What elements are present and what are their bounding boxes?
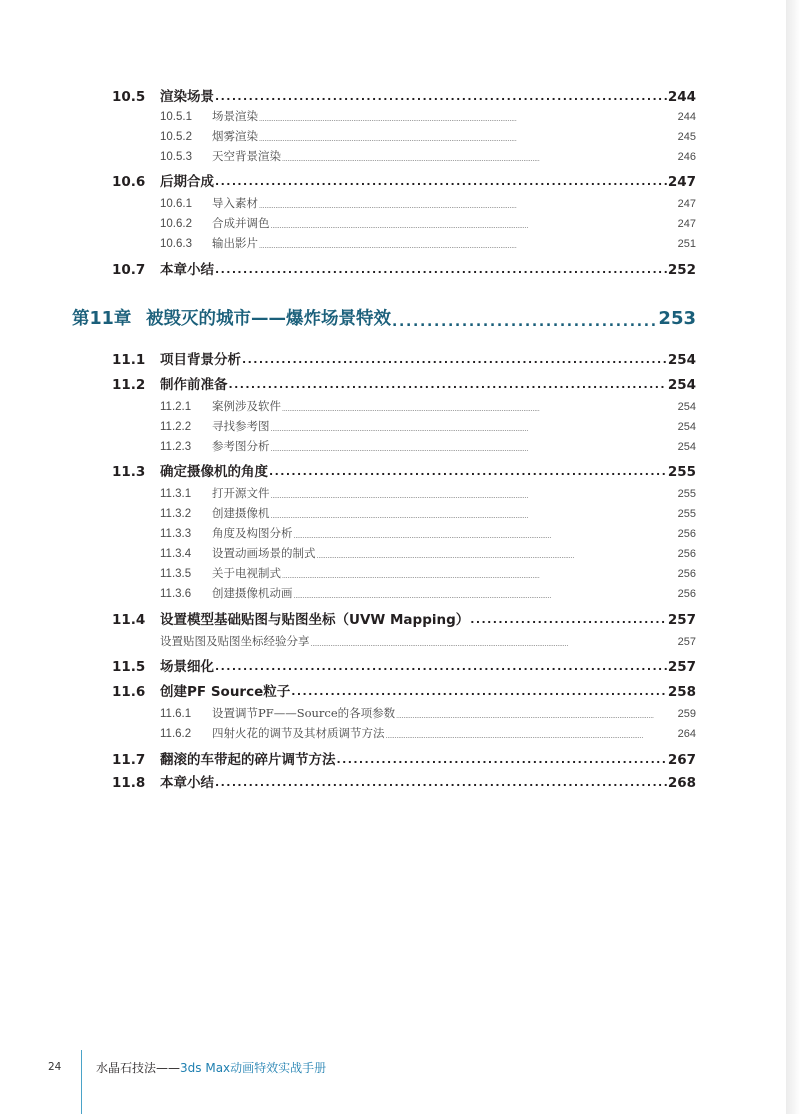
toc-entry-page: 259	[677, 708, 696, 720]
toc-section-entry[interactable]	[112, 748, 696, 768]
toc-entry-number: 11.6.2	[160, 728, 192, 740]
toc-entry-page: 253	[658, 308, 696, 329]
toc-entry-number: 10.5.2	[160, 131, 192, 143]
toc-entry-title: 渲染场景	[160, 89, 214, 105]
toc-entry-number: 11.2	[112, 377, 146, 393]
toc-entry-page: 255	[677, 488, 696, 500]
toc-entry-title: 角度及构图分析	[212, 526, 293, 540]
toc-subsection-entry[interactable]	[160, 215, 696, 233]
toc-entry-page: 257	[667, 612, 696, 628]
toc-entry-number: 11.3.1	[160, 488, 192, 500]
toc-subsection-entry[interactable]	[160, 195, 696, 213]
toc-entry-page: 254	[667, 352, 696, 368]
toc-entry-title: 本章小结	[160, 262, 214, 278]
toc-entry-title: 翻滚的车带起的碎片调节方法	[160, 752, 336, 768]
toc-entry-page: 244	[677, 111, 696, 123]
dot-leader	[282, 148, 677, 166]
dot-leader	[396, 705, 676, 723]
toc-entry-number: 11.2.1	[160, 401, 192, 413]
dot-leader	[215, 170, 667, 190]
toc-entry-page: 256	[677, 528, 696, 540]
toc-entry-title: 被毁灭的城市——爆炸场景特效	[146, 309, 391, 329]
toc-subsection-entry[interactable]	[160, 585, 696, 603]
toc-entry-page: 251	[677, 238, 696, 250]
toc-entry-page: 254	[677, 401, 696, 413]
toc-entry-page: 244	[667, 89, 696, 105]
toc-entry-title: 烟雾渲染	[212, 129, 258, 143]
toc-subsection-entry[interactable]	[160, 525, 696, 543]
toc-entry-page: 247	[677, 218, 696, 230]
toc-entry-title: 四射火花的调节及其材质调节方法	[212, 726, 385, 740]
toc-entry-number: 11.5	[112, 659, 146, 675]
footer-divider	[81, 1050, 82, 1114]
dot-leader	[215, 655, 667, 675]
toc-subsection-entry[interactable]	[160, 565, 696, 583]
toc-entry-number: 10.7	[112, 262, 146, 278]
toc-entry-number: 11.2.3	[160, 441, 192, 453]
dot-leader	[271, 418, 677, 436]
toc-section-entry[interactable]	[112, 348, 696, 368]
dot-leader	[271, 485, 677, 503]
page-edge-shadow	[786, 0, 800, 1114]
toc-entry-title: 场景细化	[160, 659, 214, 675]
toc-entry-page: 257	[677, 636, 696, 648]
toc-entry-page: 247	[667, 174, 696, 190]
toc-entry-title: 打开源文件	[212, 486, 270, 500]
toc-entry-page: 254	[677, 441, 696, 453]
dot-leader	[259, 128, 677, 146]
toc-entry-page: 256	[677, 588, 696, 600]
dot-leader	[229, 373, 667, 393]
toc-entry-page: 268	[667, 775, 696, 791]
toc-entry-page: 256	[677, 548, 696, 560]
toc-section-entry[interactable]	[112, 608, 696, 628]
toc-entry-title: 导入素材	[212, 196, 258, 210]
toc-entry-number: 11.3.2	[160, 508, 192, 520]
toc-section-entry[interactable]	[112, 460, 696, 480]
dot-leader	[259, 235, 677, 253]
toc-entry-number: 第11章	[72, 309, 132, 329]
toc-entry-title: 场景渲染	[212, 109, 258, 123]
toc-entry-page: 252	[667, 262, 696, 278]
book-title	[96, 1059, 326, 1076]
toc-subsection-entry[interactable]	[160, 485, 696, 503]
toc-subsection-entry[interactable]	[160, 725, 696, 743]
toc-entry-number: 11.1	[112, 352, 146, 368]
toc-entry-page: 258	[667, 684, 696, 700]
toc-entry-number: 11.2.2	[160, 421, 192, 433]
toc-subsection-entry[interactable]	[160, 438, 696, 456]
toc-entry-number: 10.6.1	[160, 198, 192, 210]
toc-entry-title: 项目背景分析	[160, 352, 241, 368]
toc-entry-page: 254	[667, 377, 696, 393]
toc-entry-number: 11.6	[112, 684, 146, 700]
toc-chapter-entry[interactable]	[72, 305, 696, 333]
toc-section-entry[interactable]	[112, 655, 696, 675]
toc-entry-page: 245	[677, 131, 696, 143]
toc-entry-title: 参考图分析	[212, 439, 270, 453]
dot-leader	[392, 305, 657, 333]
dot-leader	[259, 195, 677, 213]
dot-leader	[271, 505, 677, 523]
toc-entry-number: 11.3	[112, 464, 146, 480]
toc-section-entry[interactable]	[112, 373, 696, 393]
dot-leader	[337, 748, 667, 768]
toc-entry-title: 确定摄像机的角度	[160, 464, 268, 480]
toc-entry-number: 11.6.1	[160, 708, 192, 720]
dot-leader	[215, 85, 667, 105]
toc-entry-page: 255	[667, 464, 696, 480]
toc-entry-title: 创建摄像机动画	[212, 586, 293, 600]
toc-entry-number: 10.5.1	[160, 111, 192, 123]
toc-entry-number: 11.4	[112, 612, 146, 628]
toc-entry-page: 254	[677, 421, 696, 433]
toc-section-entry[interactable]	[112, 258, 696, 278]
toc-entry-title: 输出影片	[212, 236, 258, 250]
toc-entry-page: 267	[667, 752, 696, 768]
toc-entry-number: 11.7	[112, 752, 146, 768]
dot-leader	[386, 725, 677, 743]
toc-entry-page: 247	[677, 198, 696, 210]
toc-entry-number: 11.8	[112, 775, 146, 791]
toc-section-entry[interactable]	[112, 170, 696, 190]
book-title-main: 水晶石技法——	[96, 1061, 181, 1075]
toc-entry-page: 255	[677, 508, 696, 520]
dot-leader	[271, 215, 677, 233]
toc-entry-title: 案例涉及软件	[212, 399, 281, 413]
book-title-accent: 3ds Max动画特效实战手册	[180, 1061, 327, 1075]
dot-leader	[242, 348, 667, 368]
toc-section-entry[interactable]	[112, 680, 696, 700]
toc-entry-title: 设置贴图及贴图坐标经验分享	[160, 634, 310, 648]
toc-subsection-entry[interactable]	[160, 108, 696, 126]
toc-entry-title: 合成并调色	[212, 216, 270, 230]
dot-leader	[215, 258, 667, 278]
toc-entry-page: 257	[667, 659, 696, 675]
toc-entry-title: 设置调节PF——Source的各项参数	[212, 706, 396, 720]
toc-entry-number: 10.6.2	[160, 218, 192, 230]
toc-subsection-entry[interactable]	[160, 705, 696, 723]
toc-entry-number: 10.5.3	[160, 151, 192, 163]
dot-leader	[311, 633, 677, 651]
toc-entry-page: 246	[677, 151, 696, 163]
toc-entry-page: 264	[677, 728, 696, 740]
page-number: 24	[48, 1061, 62, 1073]
toc-entry-title: 创建PF Source粒子	[160, 684, 291, 700]
toc-subsection-entry[interactable]	[160, 633, 696, 651]
toc-subsection-entry[interactable]	[160, 398, 696, 416]
dot-leader	[269, 460, 667, 480]
toc-entry-title: 本章小结	[160, 775, 214, 791]
dot-leader	[294, 525, 677, 543]
toc-entry-number: 11.3.6	[160, 588, 192, 600]
toc-entry-page: 256	[677, 568, 696, 580]
toc-entry-number: 11.3.4	[160, 548, 192, 560]
dot-leader	[282, 565, 677, 583]
toc-subsection-entry[interactable]	[160, 148, 696, 166]
toc-section-entry[interactable]	[112, 85, 696, 105]
toc-entry-title: 制作前准备	[160, 377, 228, 393]
dot-leader	[259, 108, 677, 126]
dot-leader	[291, 680, 667, 700]
toc-subsection-entry[interactable]	[160, 128, 696, 146]
dot-leader	[294, 585, 677, 603]
toc-subsection-entry[interactable]	[160, 545, 696, 563]
toc-entry-number: 11.3.3	[160, 528, 192, 540]
dot-leader	[317, 545, 677, 563]
toc-entry-title: 天空背景渲染	[212, 149, 281, 163]
dot-leader	[215, 771, 667, 791]
toc-subsection-entry[interactable]	[160, 235, 696, 253]
toc-section-entry[interactable]	[112, 771, 696, 791]
toc-entry-title: 后期合成	[160, 174, 214, 190]
toc-entry-title: 关于电视制式	[212, 566, 281, 580]
toc-entry-number: 10.6.3	[160, 238, 192, 250]
dot-leader	[470, 608, 667, 628]
toc-entry-title: 设置动画场景的制式	[212, 546, 316, 560]
toc-entry-number: 10.6	[112, 174, 146, 190]
toc-entry-title: 设置模型基础贴图与贴图坐标（UVW Mapping）	[160, 612, 470, 628]
dot-leader	[282, 398, 677, 416]
toc-subsection-entry[interactable]	[160, 505, 696, 523]
toc-subsection-entry[interactable]	[160, 418, 696, 436]
toc-entry-number: 11.3.5	[160, 568, 192, 580]
toc-entry-title: 寻找参考图	[212, 419, 270, 433]
toc-entry-title: 创建摄像机	[212, 506, 270, 520]
toc-entry-number: 10.5	[112, 89, 146, 105]
dot-leader	[271, 438, 677, 456]
